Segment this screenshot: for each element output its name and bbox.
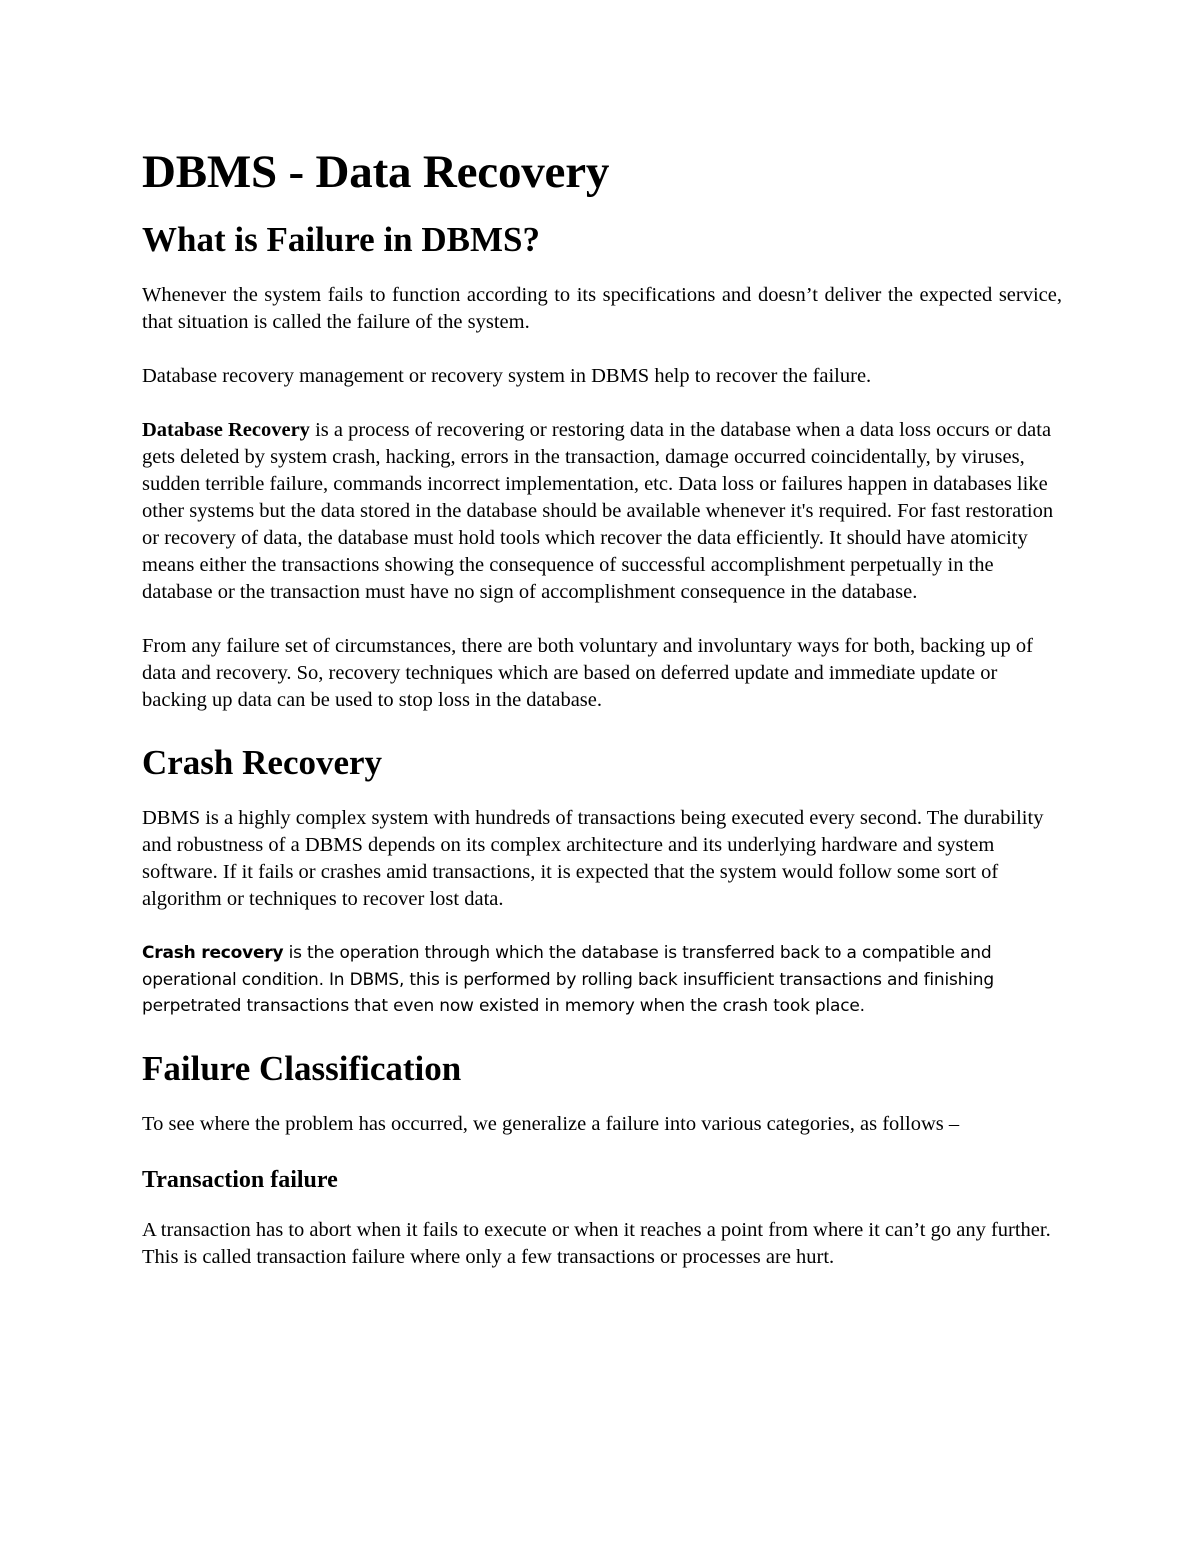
classification-intro-paragraph: To see where the problem has occurred, we generalize a failure into various categories, as follows –: [142, 1112, 960, 1135]
page-title: DBMS - Data Recovery: [142, 146, 610, 198]
recovery-management-paragraph: Database recovery management or recovery system in DBMS help to recover the failure.: [142, 365, 872, 387]
section-heading-failure-classification: Failure Classification: [142, 1048, 462, 1088]
section-heading-crash-recovery: Crash Recovery: [142, 743, 383, 782]
section-crash-recovery: [142, 741, 1062, 1020]
section-failure-classification: [142, 1047, 1062, 1271]
crash-recovery-paragraph: [142, 940, 1062, 1020]
database-recovery-term: Database Recovery: [142, 419, 310, 441]
section-heading-what-is-failure: What is Failure in DBMS?: [142, 220, 541, 259]
database-recovery-text: is a process of recovering or restoring data in the database when a data loss occurs or data gets deleted by system crash, hacking, errors in the transaction, damage occurred coincidentally, by viruses, sudden terrible failure, commands incorrect implementation, etc. Data loss or failures happen in databases like other systems but the data stored in the database should be available whenever it's required. For fast restoration or recovery of data, the database must hold tools which recover the data efficiently. It should have atomicity means either the transactions showing the consequence of successful accomplishment perpetually in the database or the transaction must have no sign of accomplishment consequence in the database.: [142, 419, 1054, 603]
section-what-is-failure: [142, 218, 1062, 714]
dbms-complexity-paragraph: DBMS is a highly complex system with hundreds of transactions being executed every second. The durability and robustness of a DBMS depends on its complex architecture and its underlying hardware and system software. If it fails or crashes amid transactions, it is expected that the system would follow some sort of algorithm or techniques to recover lost data.: [142, 807, 1044, 910]
document-content: [142, 140, 1062, 1298]
failure-definition-paragraph: Whenever the system fails to function according to its specifications and doesn’t deliver the expected service, that situation is called the failure of the system.: [142, 284, 1062, 333]
transaction-failure-paragraph: A transaction has to abort when it fails to execute or when it reaches a point from where it can’t go any further. This is called transaction failure where only a few transactions or processes are hurt.: [142, 1218, 1051, 1268]
crash-recovery-text: is the operation through which the database is transferred back to a compatible and operational condition. In DBMS, this is performed by rolling back insufficient transactions and finishing perpetrated transactions that even now existed in memory when the crash took place.: [142, 943, 994, 1016]
recovery-techniques-paragraph: From any failure set of circumstances, there are both voluntary and involuntary ways for both, backing up of data and recovery. So, recovery techniques which are based on deferred update and immediate update or backing up data can be used to stop loss in the database.: [142, 635, 1033, 711]
crash-recovery-term: Crash recovery: [142, 943, 284, 963]
database-recovery-paragraph: [142, 417, 1062, 606]
subsection-heading-transaction-failure: Transaction failure: [142, 1166, 338, 1193]
